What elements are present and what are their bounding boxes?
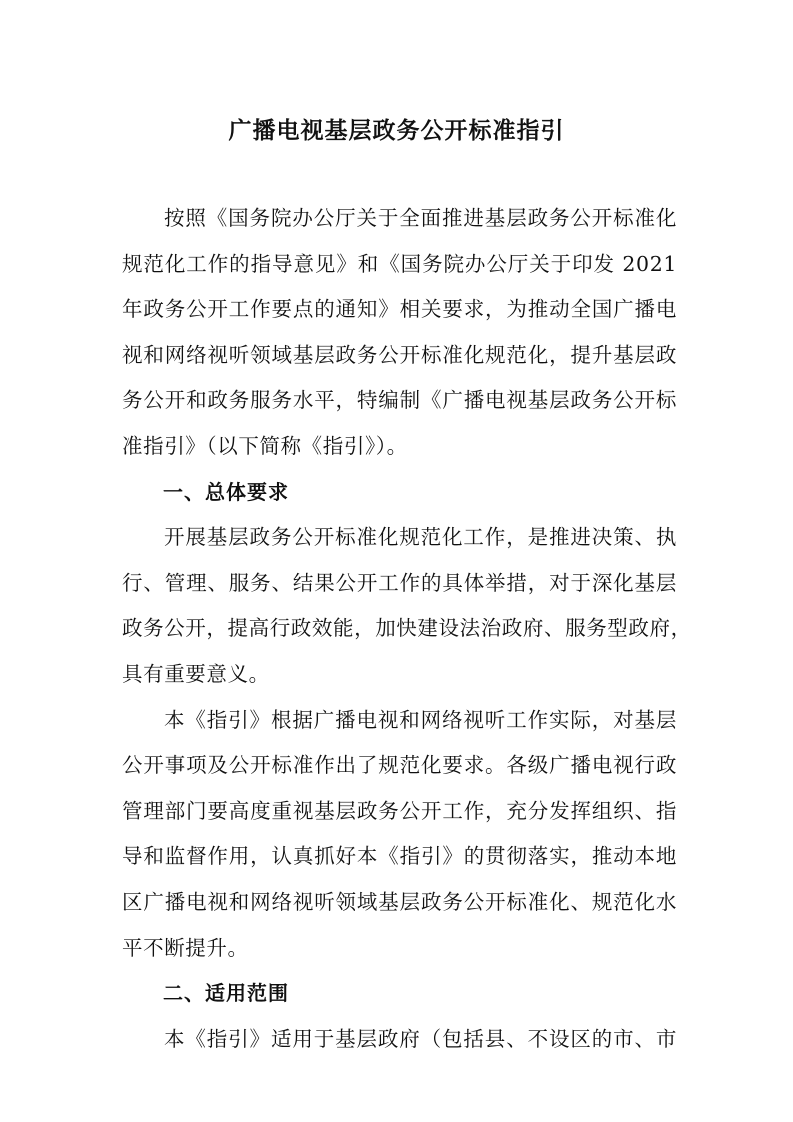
text-line: 导和监督作用，认真抓好本《指引》的贯彻落实，推动本地 (122, 844, 677, 869)
section-heading-scope: 二、适用范围 (163, 981, 289, 1006)
scope-paragraph (122, 1017, 677, 1063)
text-line: 务公开和政务服务水平，特编制《广播电视基层政务公开标 (122, 388, 677, 413)
text-line: 本《指引》根据广播电视和网络视听工作实际，对基层 (164, 707, 677, 732)
text-line: 按照《国务院办公厅关于全面推进基层政务公开标准化 (164, 206, 677, 230)
text-line: 规范化工作的指导意见》和《国务院办公厅关于印发 2021 (122, 251, 677, 276)
text-line: 具有重要意义。 (122, 661, 270, 686)
text-line: 准指引》（以下简称《指引》）。 (122, 433, 408, 458)
text-line: 本《指引》适用于基层政府（包括县、不设区的市、市 (164, 1026, 677, 1051)
section-heading-general-requirements: 一、总体要求 (163, 479, 289, 504)
text-line: 视和网络视听领域基层政务公开标准化规范化，提升基层政 (122, 342, 677, 367)
document-body (122, 196, 692, 1062)
text-line: 年政务公开工作要点的通知》相关要求，为推动全国广播电 (122, 297, 677, 322)
text-line: 平不断提升。 (122, 935, 249, 960)
intro-paragraph (122, 196, 677, 470)
text-line: 区广播电视和网络视听领域基层政务公开标准化、规范化水 (122, 889, 677, 914)
document-title: 广播电视基层政务公开标准指引 (228, 117, 565, 144)
text-line: 开展基层政务公开标准化规范化工作，是推进决策、执 (164, 525, 677, 550)
text-line: 管理部门要高度重视基层政务公开工作，充分发挥组织、指 (122, 798, 677, 823)
general-requirements-paragraph-2 (122, 698, 677, 972)
text-line: 公开事项及公开标准作出了规范化要求。各级广播电视行政 (122, 753, 677, 778)
text-line: 行、管理、服务、结果公开工作的具体举措，对于深化基层 (122, 570, 677, 595)
text-line: 政务公开，提高行政效能，加快建设法治政府、服务型政府， (122, 616, 692, 641)
general-requirements-paragraph-1 (122, 515, 692, 697)
